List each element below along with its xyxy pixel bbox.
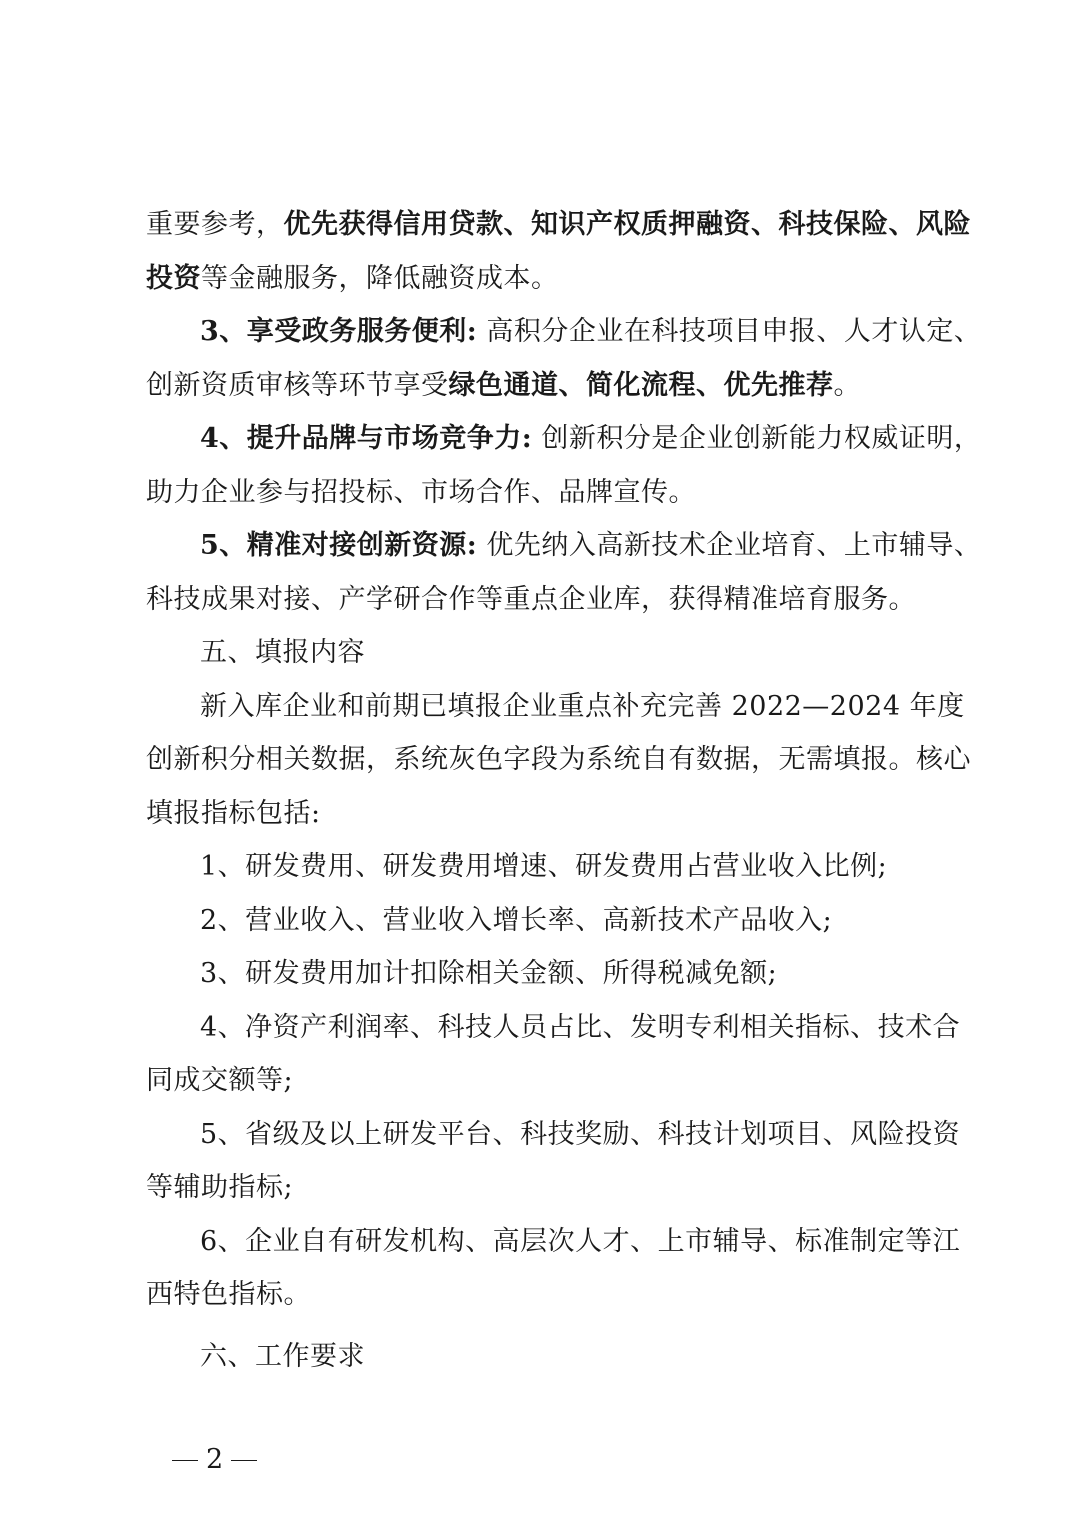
paragraph-finance-line-1: 重要参考，优先获得信用贷款、知识产权质押融资、科技保险、风险 [146, 209, 971, 240]
paragraph-finance-line-2: 投资等金融服务，降低融资成本。 [146, 262, 559, 294]
list-item-1: 1、研发费用、研发费用增速、研发费用占营业收入比例; [200, 851, 888, 882]
heading-innovation-resources: 5、精准对接创新资源: [200, 530, 478, 561]
section-heading-6: 六、工作要求 [200, 1340, 365, 1372]
footer-dash-right [231, 1460, 257, 1461]
list-item-3: 3、研发费用加计扣除相关金额、所得税减免额; [200, 958, 778, 989]
bold-finance-services: 优先获得信用贷款、知识产权质押融资、科技保险、风险 [283, 209, 971, 240]
heading-government-services: 3、享受政务服务便利: [200, 316, 478, 347]
document-body [146, 198, 982, 1383]
list-item-4-line-1: 4、净资产利润率、科技人员占比、发明专利相关指标、技术合 [200, 1011, 961, 1043]
paragraph-content-line-3: 填报指标包括: [146, 797, 321, 829]
paragraph-government-line-1: 3、享受政务服务便利: 高积分企业在科技项目申报、人才认定、 [200, 316, 982, 347]
heading-brand-competitiveness: 4、提升品牌与市场竞争力: [200, 423, 533, 454]
list-item-6-line-1: 6、企业自有研发机构、高层次人才、上市辅导、标准制定等江 [200, 1225, 961, 1257]
paragraph-brand-line-1: 4、提升品牌与市场竞争力: 创新积分是企业创新能力权威证明， [200, 423, 982, 454]
paragraph-content-line-2: 创新积分相关数据，系统灰色字段为系统自有数据，无需填报。核心 [146, 744, 971, 775]
list-item-6-line-2: 西特色指标。 [146, 1279, 311, 1310]
section-heading-5: 五、填报内容 [200, 637, 365, 668]
page-footer [164, 1440, 265, 1480]
list-item-2: 2、营业收入、营业收入增长率、高新技术产品收入; [200, 904, 833, 936]
list-item-5-line-2: 等辅助指标; [146, 1172, 294, 1203]
paragraph-content-line-1: 新入库企业和前期已填报企业重点补充完善 2022—2024 年度 [200, 690, 965, 722]
paragraph-resources-line-1: 5、精准对接创新资源: 优先纳入高新技术企业培育、上市辅导、 [200, 530, 982, 561]
list-item-4-line-2: 同成交额等; [146, 1065, 294, 1096]
paragraph-resources-line-2: 科技成果对接、产学研合作等重点企业库，获得精准培育服务。 [146, 583, 916, 615]
page-number: 2 [206, 1444, 224, 1475]
paragraph-brand-line-2: 助力企业参与招投标、市场合作、品牌宣传。 [146, 476, 696, 508]
footer-dash-left [172, 1460, 198, 1461]
paragraph-government-line-2: 创新资质审核等环节享受绿色通道、简化流程、优先推荐。 [146, 369, 861, 401]
list-item-5-line-1: 5、省级及以上研发平台、科技奖励、科技计划项目、风险投资 [200, 1118, 961, 1150]
